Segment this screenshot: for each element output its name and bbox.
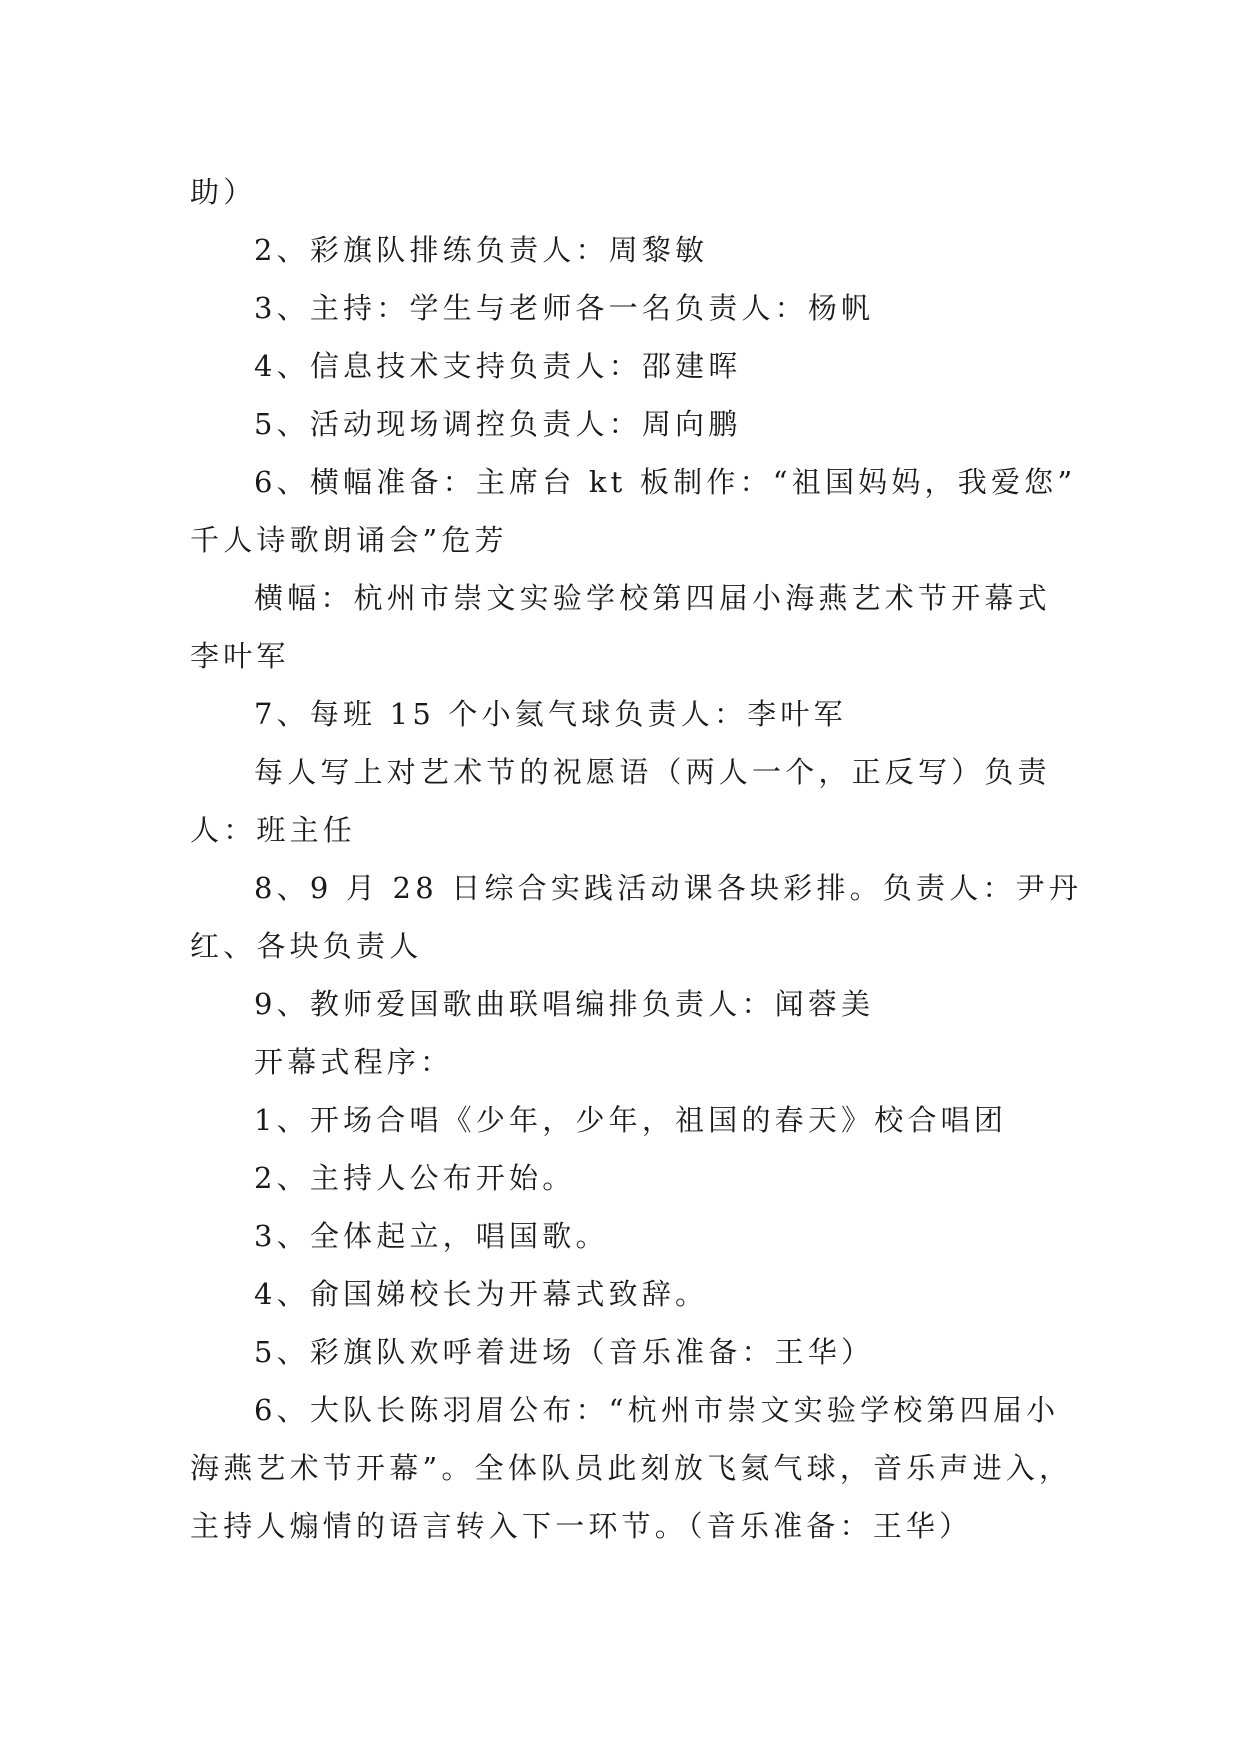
text-line: 助） (190, 175, 257, 209)
text-line: 横幅：杭州市崇文实验学校第四届小海燕艺术节开幕式 (254, 581, 1051, 615)
text-line: 李叶军 (190, 639, 290, 673)
text-line: 4、信息技术支持负责人：邵建晖 (254, 349, 742, 383)
text-line: 3、全体起立，唱国歌。 (254, 1219, 609, 1253)
text-line: 红、各块负责人 (190, 929, 423, 963)
text-line: 9、教师爱国歌曲联唱编排负责人：闻蓉美 (254, 987, 875, 1021)
text-line: 5、彩旗队欢呼着进场（音乐准备：王华） (254, 1335, 875, 1369)
text-line: 1、开场合唱《少年，少年，祖国的春天》校合唱团 (254, 1103, 1008, 1137)
document-body (190, 163, 1083, 1555)
text-line: 千人诗歌朗诵会”危芳 (190, 523, 508, 557)
text-line: 5、活动现场调控负责人：周向鹏 (254, 407, 742, 441)
text-line: 3、主持：学生与老师各一名负责人：杨帆 (254, 291, 875, 325)
text-line: 6、大队长陈羽眉公布：“杭州市崇文实验学校第四届小 (254, 1393, 1060, 1427)
text-line: 7、每班 15 个小氦气球负责人：李叶军 (254, 697, 847, 731)
text-line: 6、横幅准备：主席台 kt 板制作：“祖国妈妈，我爱您” (254, 465, 1077, 499)
section-heading: 开幕式程序： (254, 1045, 454, 1079)
text-line: 主持人煽情的语言转入下一环节。（音乐准备：王华） (190, 1509, 973, 1543)
text-line: 人：班主任 (190, 813, 357, 847)
text-line: 2、主持人公布开始。 (254, 1161, 576, 1195)
text-line: 2、彩旗队排练负责人：周黎敏 (254, 233, 709, 267)
text-line: 8、9 月 28 日综合实践活动课各块彩排。负责人：尹丹 (254, 871, 1083, 905)
text-line: 每人写上对艺术节的祝愿语（两人一个，正反写）负责 (254, 755, 1051, 789)
text-line: 4、俞国娣校长为开幕式致辞。 (254, 1277, 709, 1311)
text-line: 海燕艺术节开幕”。全体队员此刻放飞氦气球，音乐声进入， (190, 1451, 1073, 1485)
